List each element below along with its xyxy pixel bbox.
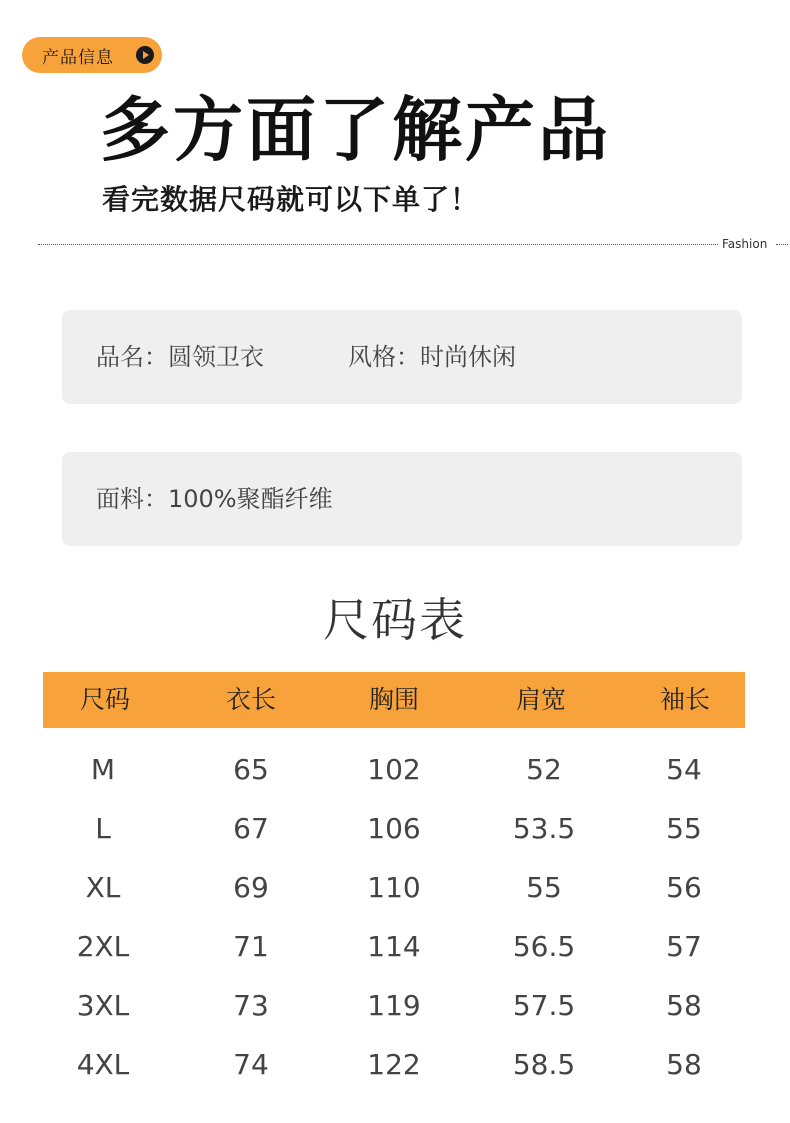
- page-headline: 多方面了解产品: [100, 89, 611, 171]
- cell-chest: 110: [367, 871, 421, 904]
- cell-chest: 106: [367, 812, 421, 845]
- cell-size: 4XL: [76, 1048, 130, 1081]
- cell-sleeve: 57: [666, 930, 702, 963]
- dotted-divider-tail: [776, 244, 788, 245]
- cell-length: 69: [233, 871, 269, 904]
- cell-size: M: [90, 753, 116, 786]
- product-fabric-value: 100%聚酯纤维: [168, 485, 333, 513]
- cell-shoulder: 52: [526, 753, 562, 786]
- cell-chest: 114: [367, 930, 421, 963]
- product-name-value: 圆领卫衣: [168, 343, 264, 371]
- product-fabric-label: 面料：: [96, 485, 168, 513]
- info-box-fabric: [62, 452, 742, 546]
- cell-sleeve: 55: [666, 812, 702, 845]
- cell-shoulder: 53.5: [512, 812, 576, 845]
- product-style-value: 时尚休闲: [420, 343, 516, 371]
- table-row: [0, 986, 790, 1026]
- header-sleeve: 袖长: [659, 685, 710, 714]
- header-length: 衣长: [225, 685, 276, 714]
- divider-tag: Fashion: [722, 237, 768, 251]
- table-row: [0, 809, 790, 849]
- cell-length: 73: [233, 989, 269, 1022]
- cell-sleeve: 58: [666, 1048, 702, 1081]
- badge-label: 产品信息: [42, 47, 114, 68]
- cell-shoulder: 56.5: [512, 930, 576, 963]
- product-name-label: 品名：: [96, 343, 168, 371]
- cell-chest: 122: [367, 1048, 421, 1081]
- section-badge: [22, 37, 162, 73]
- cell-sleeve: 54: [666, 753, 702, 786]
- cell-size: 2XL: [76, 930, 130, 963]
- header-shoulder: 肩宽: [515, 685, 566, 714]
- play-circle-icon: [136, 46, 154, 64]
- info-box-name-style: [62, 310, 742, 404]
- cell-shoulder: 55: [526, 871, 562, 904]
- size-table-title: 尺码表: [323, 593, 467, 647]
- product-fabric: [96, 482, 333, 516]
- header-chest: 胸围: [368, 685, 419, 714]
- cell-chest: 102: [367, 753, 421, 786]
- cell-length: 74: [233, 1048, 269, 1081]
- page-subheadline: 看完数据尺码就可以下单了！: [102, 183, 480, 216]
- table-row: [0, 927, 790, 967]
- header-size: 尺码: [79, 685, 130, 714]
- cell-sleeve: 58: [666, 989, 702, 1022]
- size-table-header: [43, 672, 745, 728]
- cell-chest: 119: [367, 989, 421, 1022]
- table-row: [0, 750, 790, 790]
- cell-sleeve: 56: [666, 871, 702, 904]
- cell-length: 71: [233, 930, 269, 963]
- table-row: [0, 868, 790, 908]
- cell-length: 67: [233, 812, 269, 845]
- dotted-divider: [38, 244, 718, 245]
- cell-length: 65: [233, 753, 269, 786]
- cell-size: 3XL: [76, 989, 130, 1022]
- table-row: [0, 1045, 790, 1085]
- cell-shoulder: 58.5: [512, 1048, 576, 1081]
- product-style-label: 风格：: [348, 343, 420, 371]
- cell-shoulder: 57.5: [512, 989, 576, 1022]
- product-name: [96, 340, 264, 374]
- cell-size: L: [95, 812, 111, 845]
- cell-size: XL: [85, 871, 121, 904]
- product-style: [348, 340, 516, 374]
